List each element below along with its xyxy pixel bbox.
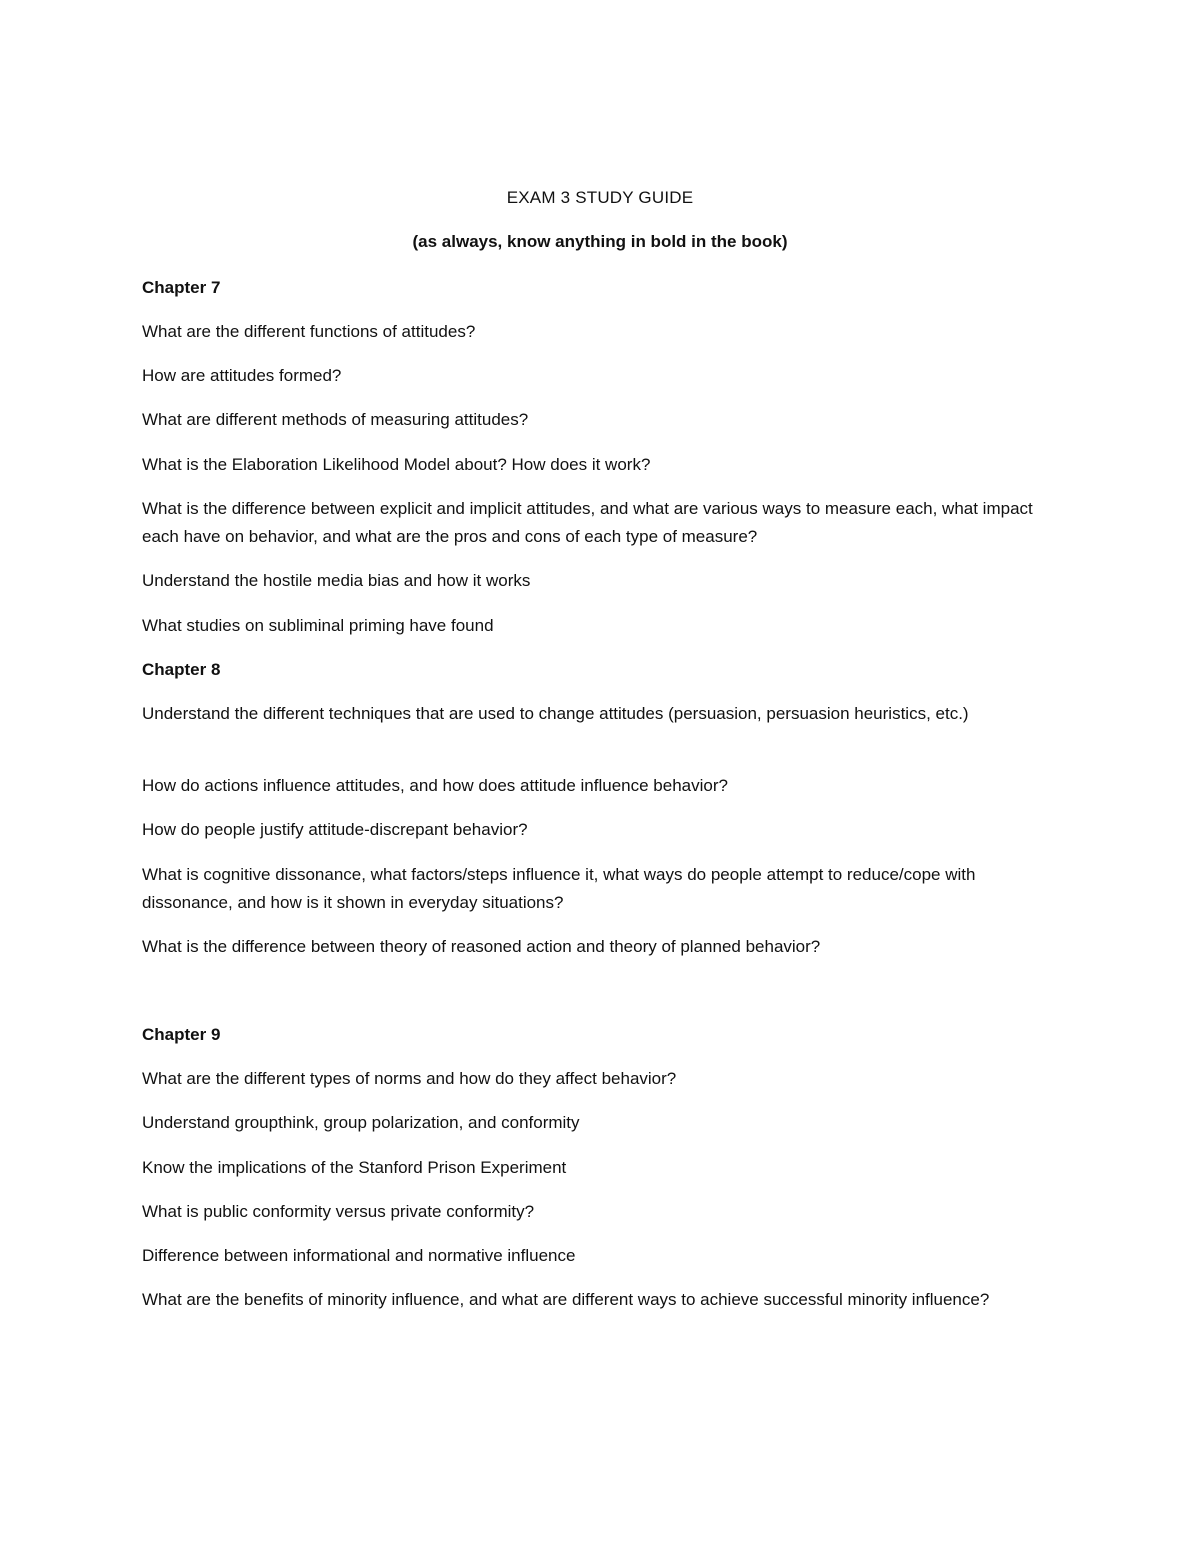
chapter-8-question-4: What is cognitive dissonance, what factors/steps influence it, what ways do people attempt to reduce/cope with dissonance, and how is it shown in everyday situations? [142,865,976,912]
chapter-8-question-3: How do people justify attitude-discrepant behavior? [142,820,528,839]
chapter-9-question-5: Difference between informational and normative influence [142,1246,576,1265]
chapter-7-question-2: How are attitudes formed? [142,366,342,385]
chapter-8-question-5: What is the difference between theory of reasoned action and theory of planned behavior? [142,937,821,956]
chapter-7-question-7: What studies on subliminal priming have found [142,616,494,635]
chapter-7-question-3: What are different methods of measuring attitudes? [142,410,529,429]
chapter-9-question-2: Understand groupthink, group polarization, and conformity [142,1113,580,1132]
chapter-7-question-5: What is the difference between explicit and implicit attitudes, and what are various ways to measure each, what impact each have on behavior, and what are the pros and cons of each type of measure? [142,499,1033,546]
document-subtitle: (as always, know anything in bold in the book) [412,232,788,251]
chapter-9-question-3: Know the implications of the Stanford Prison Experiment [142,1158,567,1177]
chapter-7-question-4: What is the Elaboration Likelihood Model about? How does it work? [142,455,651,474]
chapter-8-heading: Chapter 8 [142,660,221,679]
chapter-7-question-1: What are the different functions of attitudes? [142,322,476,341]
chapter-9-heading: Chapter 9 [142,1025,221,1044]
chapter-9-question-1: What are the different types of norms and how do they affect behavior? [142,1069,677,1088]
chapter-7-heading: Chapter 7 [142,278,221,297]
document-title: EXAM 3 STUDY GUIDE [506,188,694,207]
chapter-9-question-6: What are the benefits of minority influence, and what are different ways to achieve successful minority influence? [142,1290,990,1309]
chapter-8-question-1: Understand the different techniques that are used to change attitudes (persuasion, persuasion heuristics, etc.) [142,704,969,723]
chapter-7-question-6: Understand the hostile media bias and how it works [142,571,531,590]
chapter-9-question-4: What is public conformity versus private conformity? [142,1202,535,1221]
chapter-8-question-2: How do actions influence attitudes, and how does attitude influence behavior? [142,776,728,795]
